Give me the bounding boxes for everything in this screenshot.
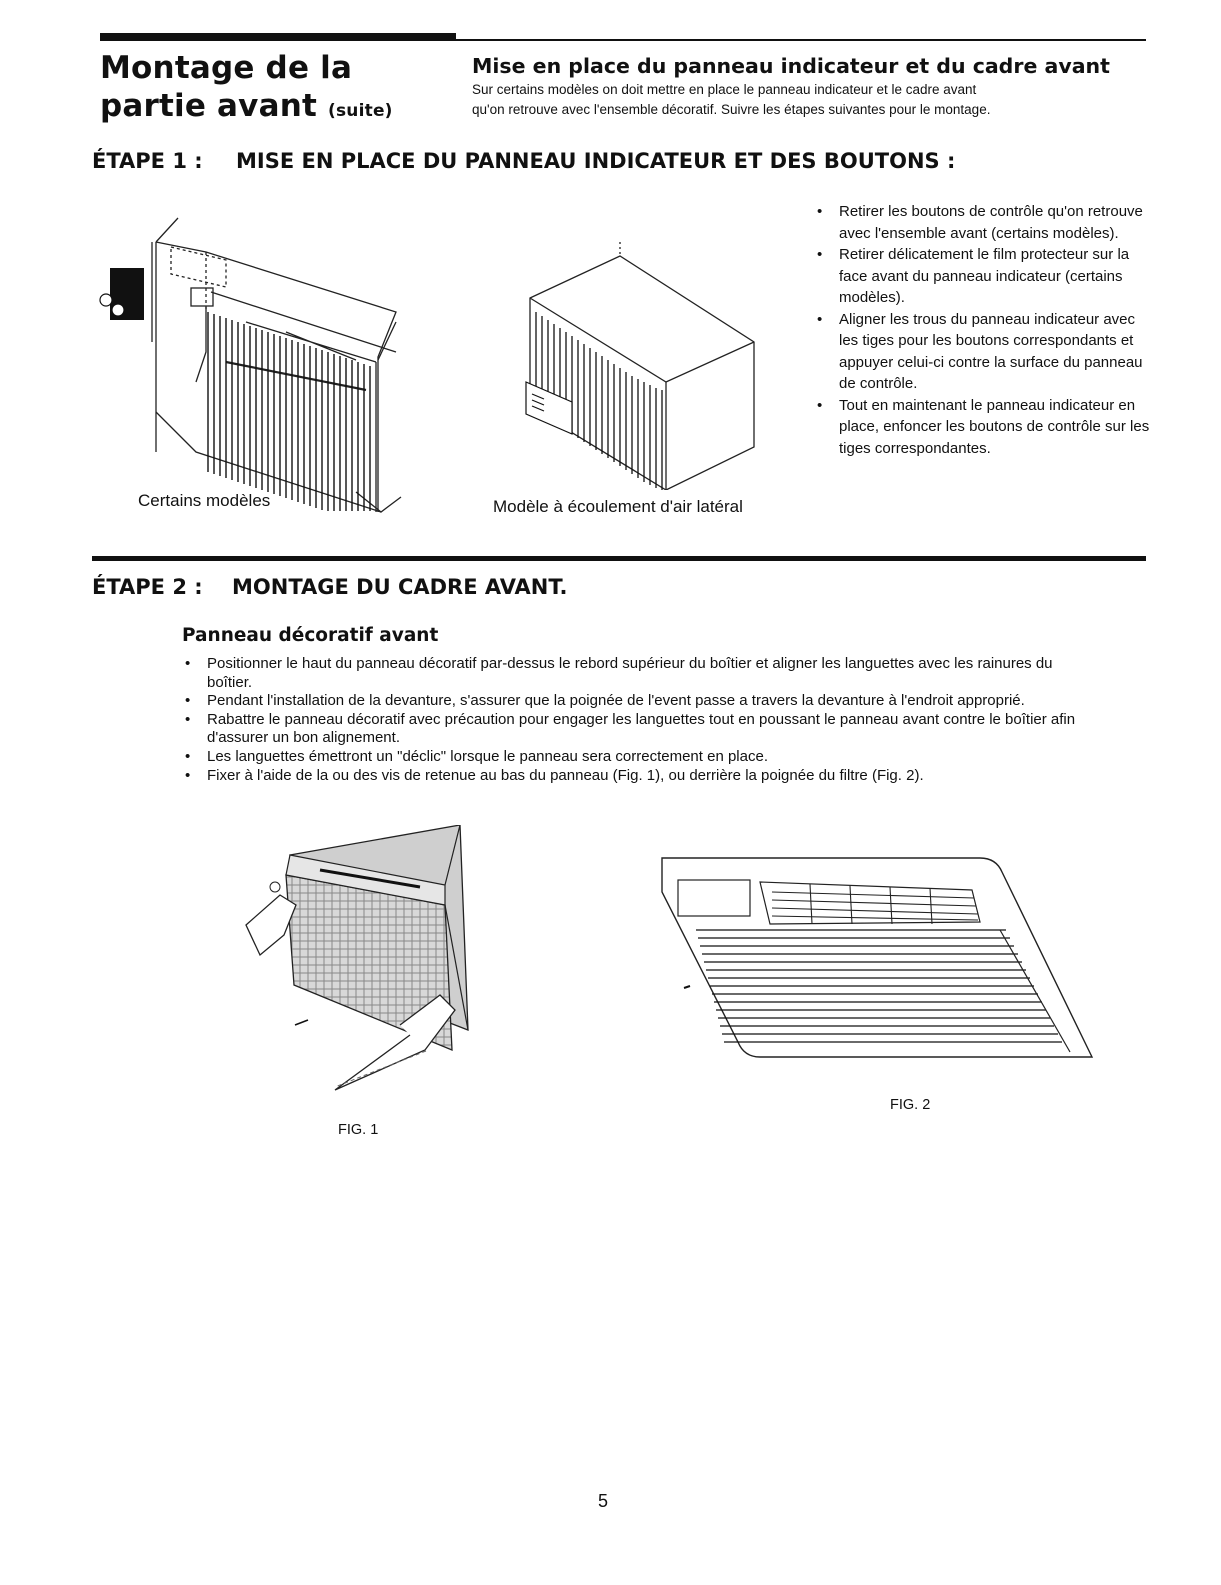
step2-instruction-item: • Les languettes émettront un "déclic" lorsque le panneau sera correctement en place. — [183, 748, 1083, 767]
page-number: 5 — [598, 1491, 609, 1511]
step2-instruction-item: • Pendant l'installation de la devanture, s'assurer que la poignée de l'event passe a travers la devanture à l'endroit approprié. — [183, 692, 1083, 711]
figure-2-caption: FIG. 2 — [890, 1097, 931, 1113]
figure-1-front-panel-install — [240, 825, 480, 1095]
step2-title: MONTAGE DU CADRE AVANT. — [232, 575, 568, 599]
step2-instruction-item: • Rabattre le panneau décoratif avec précaution pour engager les languettes tout en poussant le panneau avant contre le boîtier afin d'assurer un bon alignement. — [183, 711, 1083, 748]
step1-instruction-item: • Retirer délicatement le film protecteur sur la face avant du panneau indicateur (certains modèles). — [815, 244, 1150, 309]
step2-subheading: Panneau décoratif avant — [182, 625, 439, 646]
step1-instructions — [815, 201, 1150, 459]
step2-instruction-item: • Positionner le haut du panneau décoratif par-dessus le rebord supérieur du boîtier et aligner les languettes avec les rainures du boîtier. — [183, 655, 1083, 692]
figure-2-front-panel-install — [660, 852, 1100, 1067]
top-rule-thin — [456, 39, 1146, 41]
illustration-control-panel-certain-models — [96, 212, 416, 524]
step2-rule — [92, 556, 1146, 561]
step1-instruction-item: • Retirer les boutons de contrôle qu'on retrouve avec l'ensemble avant (certains modèles). — [815, 201, 1150, 244]
step1-label: ÉTAPE 1 : — [92, 149, 203, 173]
page-title-line1: Montage de la — [100, 50, 353, 86]
figure-1-caption: FIG. 1 — [338, 1122, 379, 1138]
illustration-side-airflow-model — [516, 242, 774, 490]
step1-title: MISE EN PLACE DU PANNEAU INDICATEUR ET DES BOUTONS : — [236, 149, 956, 173]
step2-instructions — [183, 655, 1083, 785]
page-title — [100, 50, 440, 129]
step2-label: ÉTAPE 2 : — [92, 575, 203, 599]
section-heading: Mise en place du panneau indicateur et du cadre avant — [472, 54, 1110, 78]
step1-instruction-item: • Tout en maintenant le panneau indicateur en place, enfoncer les boutons de contrôle sur les tiges correspondantes. — [815, 395, 1150, 460]
page-title-suffix: (suite) — [328, 101, 393, 121]
caption-certain-models: Certains modèles — [138, 491, 271, 510]
section-intro-line1: Sur certains modèles on doit mettre en place le panneau indicateur et le cadre avant — [472, 82, 977, 97]
caption-side-airflow-model: Modèle à écoulement d'air latéral — [493, 497, 743, 516]
section-intro — [472, 80, 1172, 120]
step1-instruction-item: • Aligner les trous du panneau indicateur avec les tiges pour les boutons correspondants et appuyer celui-ci contre la surface du panneau de contrôle. — [815, 309, 1150, 395]
step2-instruction-item: • Fixer à l'aide de la ou des vis de retenue au bas du panneau (Fig. 1), ou derrière la poignée du filtre (Fig. 2). — [183, 767, 1083, 786]
top-rule-thick — [100, 33, 456, 41]
page-title-line2: partie avant — [100, 88, 317, 124]
section-intro-line2: qu'on retrouve avec l'ensemble décoratif. Suivre les étapes suivantes pour le montage. — [472, 102, 991, 117]
